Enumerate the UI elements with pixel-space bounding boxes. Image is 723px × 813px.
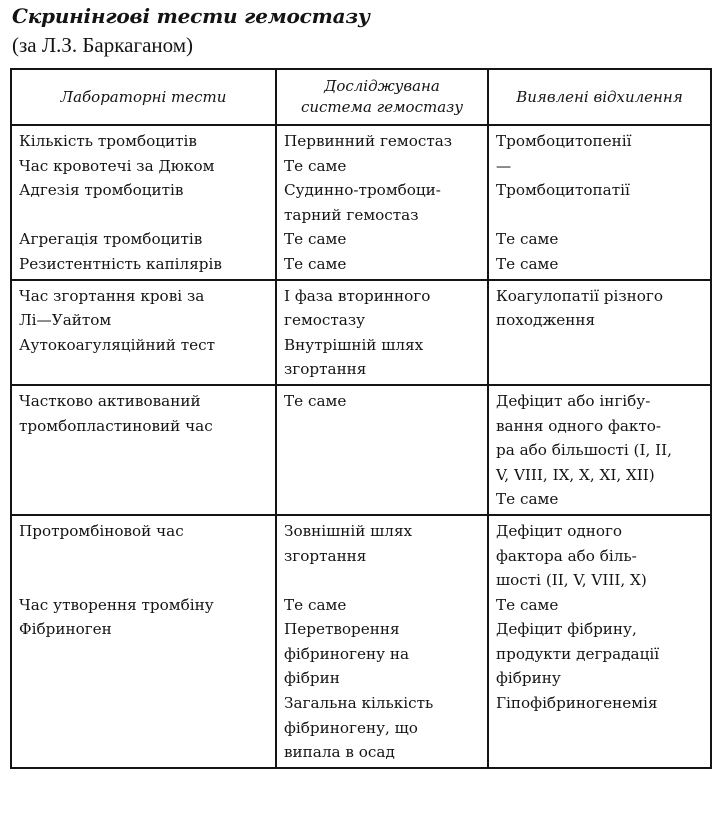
table-cell-test: Кількість тромбоцитів Час кровотечі за Дюком Адгезія тромбоцитів Агрегація тромбоцитів Резистентність капілярів bbox=[11, 125, 276, 280]
table-cell-deviation: Коагулопатії різного походження bbox=[488, 280, 711, 385]
table-row bbox=[11, 385, 711, 515]
table-cell-system: Зовнішній шлях згортання Те саме Перетворення фібриногену на фібрин Загальна кількість фібриногену, що випала в осад bbox=[276, 515, 488, 768]
table-cell-test: Протромбіновой час Час утворення тромбіну Фібриноген bbox=[11, 515, 276, 768]
table-cell-system: Те саме bbox=[276, 385, 488, 515]
table-cell-deviation: Дефіцит одного фактора або біль- шості (II, V, VIII, X) Те саме Дефіцит фібрину, продукти деградації фібрину Гіпофібриногенемія bbox=[488, 515, 711, 768]
table-cell-deviation: Тромбоцитопенії — Тромбоцитопатії Те саме Те саме bbox=[488, 125, 711, 280]
table-cell-test: Час згортання крові за Лі—Уайтом Аутокоагуляційний тест bbox=[11, 280, 276, 385]
header-hemostasis-system: Досліджувана система гемостазу bbox=[276, 69, 488, 125]
table-row bbox=[11, 280, 711, 385]
document-title: Скринінгові тести гемостазу bbox=[12, 4, 370, 28]
table-cell-deviation: Дефіцит або інгібу- вання одного факто- ра або більшості (І, ІІ, V, VIII, IX, X, XI, XII) Те саме bbox=[488, 385, 711, 515]
table-row bbox=[11, 125, 711, 280]
header-deviations: Виявлені відхилення bbox=[488, 69, 711, 125]
table-cell-system: Первинний гемостаз Те саме Судинно-тромбоци- тарний гемостаз Те саме Те саме bbox=[276, 125, 488, 280]
table-cell-test: Частково активований тромбопластиновий час bbox=[11, 385, 276, 515]
header-lab-tests: Лабораторні тести bbox=[11, 69, 276, 125]
table-row bbox=[11, 515, 711, 768]
hemostasis-tests-table bbox=[10, 68, 712, 769]
table-header-row bbox=[11, 69, 711, 125]
document-subtitle: (за Л.З. Баркаганом) bbox=[12, 33, 194, 57]
table-cell-system: І фаза вторинного гемостазу Внутрішній шлях згортання bbox=[276, 280, 488, 385]
